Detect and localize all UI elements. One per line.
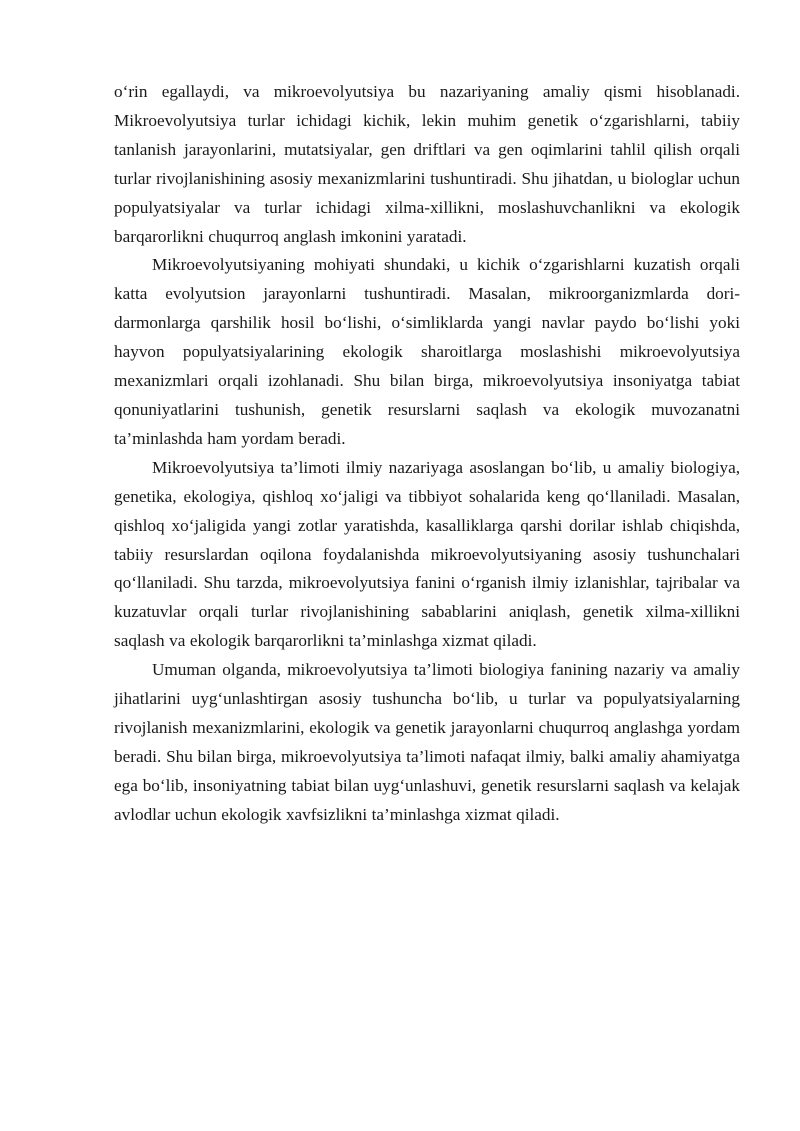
paragraph-essence: Mikroevolyutsiyaning mohiyati shundaki, u kichik o‘zgarishlarni kuzatish orqali katta evolyutsion jarayonlarni tushuntiradi. Masalan, mikroorganizmlarda dori-darmonlarga qarshilik hosil bo‘lishi, o‘simliklarda yangi navlar paydo bo‘lishi yoki hayvon populyatsiyalarining ekologik sharoitlarga moslashishi mikroevolyutsiya mexanizmlari orqali izohlanadi. Shu bilan birga, mikroevolyutsiya insoniyatga tabiat qonuniyatlarini tushunish, genetik resurslarni saqlash va ekologik muvozanatni ta’minlashda ham yordam beradi. [114,255,740,448]
paragraph-conclusion: Umuman olganda, mikroevolyutsiya ta’limoti biologiya fanining nazariy va amaliy jihatlarini uyg‘unlashtirgan asosiy tushuncha bo‘lib, u turlar va populyatsiyalarning rivojlanish mexanizmlarini, ekologik va genetik jarayonlarni chuqurroq anglashga yordam beradi. Shu bilan birga, mikroevolyutsiya ta’limoti nafaqat ilmiy, balki amaliy ahamiyatga ega bo‘lib, insoniyatning tabiat bilan uyg‘unlashuvi, genetik resurslarni saqlash va kelajak avlodlar uchun ekologik xavfsizlikni ta’minlashga xizmat qiladi. [114,660,740,824]
paragraph-continuation: o‘rin egallaydi, va mikroevolyutsiya bu nazariyaning amaliy qismi hisoblanadi. Mikroevolyutsiya turlar ichidagi kichik, lekin muhim genetik o‘zgarishlarni, tabiiy tanlanish jarayonlarini, mutatsiyalar, gen driftlari va gen oqimlarini tahlil qilish orqali turlar rivojlanishining asosiy mexanizmlarini tushuntiradi. Shu jihatdan, u biologlar uchun populyatsiyalar va turlar ichidagi xilma-xillikni, moslashuvchanlikni va ekologik barqarorlikni chuqurroq anglash imkonini yaratadi. [114,82,740,246]
paragraph-applications: Mikroevolyutsiya ta’limoti ilmiy nazariyaga asoslangan bo‘lib, u amaliy biologiya, genetika, ekologiya, qishloq xo‘jaligi va tibbiyot sohalarida keng qo‘llaniladi. Masalan, qishloq xo‘jaligida yangi zotlar yaratishda, kasalliklarga qarshi dorilar ishlab chiqishda, tabiiy resurslardan oqilona foydalanishda mikroevolyutsiyaning asosiy tushunchalari qo‘llaniladi. Shu tarzda, mikroevolyutsiya fanini o‘rganish ilmiy izlanishlar, tajribalar va kuzatuvlar orqali turlar rivojlanishining sabablarini aniqlash, genetik xilma-xillikni saqlash va ekologik barqarorlikni ta’minlashga xizmat qiladi. [114,457,740,651]
document-page [114,78,740,830]
